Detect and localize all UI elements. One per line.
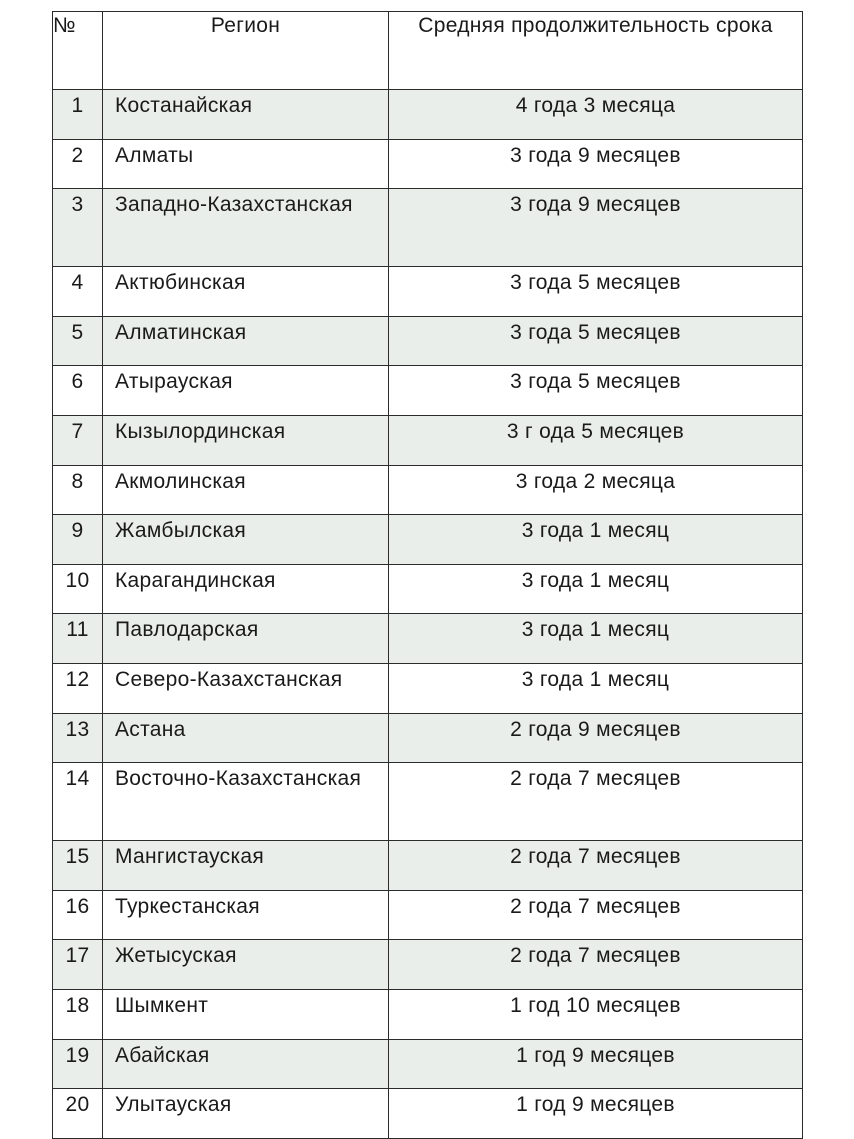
row-region: Алматы xyxy=(103,139,389,189)
row-term: 2 года 9 месяцев xyxy=(389,713,803,763)
row-region: Восточно-Казахстанская xyxy=(103,763,389,841)
row-region: Жетысуская xyxy=(103,940,389,990)
row-region: Улытауская xyxy=(103,1089,389,1139)
row-term: 3 года 2 месяца xyxy=(389,465,803,515)
table-row xyxy=(53,316,803,366)
header-number: № xyxy=(53,12,103,90)
row-term: 1 год 9 месяцев xyxy=(389,1089,803,1139)
table-row xyxy=(53,1089,803,1139)
table-row xyxy=(53,267,803,317)
row-number: 7 xyxy=(53,415,103,465)
region-table xyxy=(52,11,803,1139)
row-term: 2 года 7 месяцев xyxy=(389,940,803,990)
row-term: 1 год 9 месяцев xyxy=(389,1039,803,1089)
row-region: Алматинская xyxy=(103,316,389,366)
table-row xyxy=(53,763,803,841)
row-region: Абайская xyxy=(103,1039,389,1089)
row-number: 19 xyxy=(53,1039,103,1089)
row-number: 17 xyxy=(53,940,103,990)
row-region: Павлодарская xyxy=(103,614,389,664)
table-row xyxy=(53,890,803,940)
row-region: Северо-Казахстанская xyxy=(103,663,389,713)
row-term: 3 года 5 месяцев xyxy=(389,267,803,317)
table-row xyxy=(53,663,803,713)
table-row xyxy=(53,841,803,891)
row-term: 3 года 9 месяцев xyxy=(389,139,803,189)
table-row xyxy=(53,189,803,267)
row-region: Карагандинская xyxy=(103,564,389,614)
row-number: 11 xyxy=(53,614,103,664)
row-number: 10 xyxy=(53,564,103,614)
row-region: Астана xyxy=(103,713,389,763)
row-number: 3 xyxy=(53,189,103,267)
row-number: 20 xyxy=(53,1089,103,1139)
row-term: 3 года 9 месяцев xyxy=(389,189,803,267)
row-region: Атырауская xyxy=(103,366,389,416)
row-region: Туркестанская xyxy=(103,890,389,940)
row-region: Актюбинская xyxy=(103,267,389,317)
table-row xyxy=(53,90,803,140)
row-region: Западно-Казахстанская xyxy=(103,189,389,267)
row-region: Шымкент xyxy=(103,989,389,1039)
table-row xyxy=(53,139,803,189)
table-row xyxy=(53,366,803,416)
row-region: Костанайская xyxy=(103,90,389,140)
row-number: 13 xyxy=(53,713,103,763)
row-number: 5 xyxy=(53,316,103,366)
row-region: Жамбылская xyxy=(103,515,389,565)
row-number: 2 xyxy=(53,139,103,189)
row-term: 3 г ода 5 месяцев xyxy=(389,415,803,465)
row-region: Кызылординская xyxy=(103,415,389,465)
row-term: 3 года 1 месяц xyxy=(389,564,803,614)
table-row xyxy=(53,564,803,614)
table-row xyxy=(53,515,803,565)
row-term: 3 года 5 месяцев xyxy=(389,316,803,366)
row-term: 3 года 1 месяц xyxy=(389,515,803,565)
row-term: 2 года 7 месяцев xyxy=(389,890,803,940)
table-row xyxy=(53,1039,803,1089)
row-region: Акмолинская xyxy=(103,465,389,515)
row-number: 9 xyxy=(53,515,103,565)
row-term: 2 года 7 месяцев xyxy=(389,763,803,841)
header-region: Регион xyxy=(103,12,389,90)
table-row xyxy=(53,940,803,990)
table-body xyxy=(53,90,803,1139)
table-row xyxy=(53,614,803,664)
table-row xyxy=(53,713,803,763)
row-term: 3 года 1 месяц xyxy=(389,614,803,664)
table-header-row xyxy=(53,12,803,90)
row-number: 16 xyxy=(53,890,103,940)
row-number: 14 xyxy=(53,763,103,841)
row-term: 4 года 3 месяца xyxy=(389,90,803,140)
row-number: 18 xyxy=(53,989,103,1039)
row-term: 3 года 1 месяц xyxy=(389,663,803,713)
row-number: 6 xyxy=(53,366,103,416)
table-row xyxy=(53,989,803,1039)
row-term: 1 год 10 месяцев xyxy=(389,989,803,1039)
row-number: 8 xyxy=(53,465,103,515)
table-row xyxy=(53,415,803,465)
table-row xyxy=(53,465,803,515)
row-term: 2 года 7 месяцев xyxy=(389,841,803,891)
header-term: Средняя продолжительность срока xyxy=(389,12,803,90)
row-region: Мангистауская xyxy=(103,841,389,891)
row-term: 3 года 5 месяцев xyxy=(389,366,803,416)
row-number: 4 xyxy=(53,267,103,317)
row-number: 15 xyxy=(53,841,103,891)
row-number: 12 xyxy=(53,663,103,713)
row-number: 1 xyxy=(53,90,103,140)
